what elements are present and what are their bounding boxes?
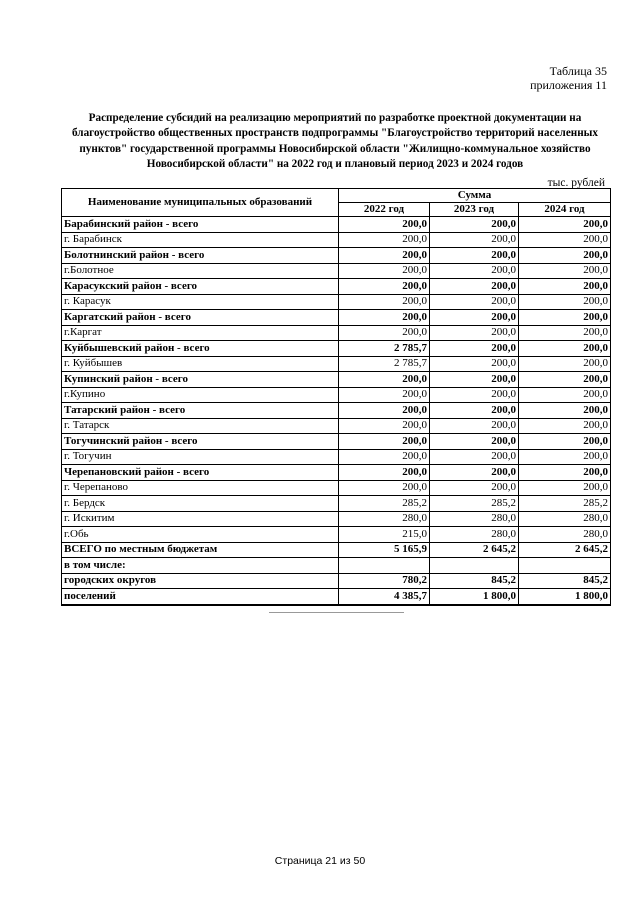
amount-cell: 2 645,2 [519,542,611,558]
amount-cell: 285,2 [430,496,519,512]
amount-cell: 280,0 [519,527,611,543]
table-row [62,263,611,279]
column-header-year: 2023 год [430,203,519,217]
amount-cell: 200,0 [519,263,611,279]
subsidy-table [61,188,611,606]
amount-cell: 200,0 [430,217,519,233]
table-reference [530,64,607,92]
table-row [62,558,611,574]
amount-cell: 200,0 [430,403,519,419]
table-row [62,573,611,589]
amount-cell: 2 785,7 [339,341,430,357]
amount-cell: 200,0 [339,294,430,310]
amount-cell: 200,0 [339,480,430,496]
page-number: Страница 21 из 50 [274,855,366,867]
amount-cell: 280,0 [430,527,519,543]
amount-cell: 200,0 [430,279,519,295]
table-row [62,527,611,543]
municipality-name: Тогучинский район - всего [62,434,339,450]
amount-cell: 200,0 [519,248,611,264]
amount-cell: 200,0 [430,480,519,496]
amount-cell: 200,0 [430,248,519,264]
amount-cell: 200,0 [519,480,611,496]
amount-cell: 200,0 [430,372,519,388]
amount-cell: 4 385,7 [339,589,430,605]
municipality-name: г. Бердск [62,496,339,512]
amount-cell: 200,0 [339,434,430,450]
municipality-name: г. Куйбышев [62,356,339,372]
amount-cell: 200,0 [519,449,611,465]
municipality-name: г.Каргат [62,325,339,341]
amount-cell: 200,0 [339,232,430,248]
amount-cell: 200,0 [519,232,611,248]
amount-cell: 200,0 [430,325,519,341]
amount-cell: 200,0 [430,449,519,465]
table-row [62,418,611,434]
amount-cell: 200,0 [339,372,430,388]
amount-cell [339,558,430,574]
table-label: Таблица 35 [549,64,607,78]
municipality-name: поселений [62,589,339,605]
amount-cell: 2 645,2 [430,542,519,558]
amount-cell: 2 785,7 [339,356,430,372]
municipality-name: Куйбышевский район - всего [62,341,339,357]
amount-cell: 200,0 [519,325,611,341]
amount-cell: 5 165,9 [339,542,430,558]
amount-cell: 200,0 [339,310,430,326]
municipality-name: г. Карасук [62,294,339,310]
table-row [62,294,611,310]
amount-cell: 280,0 [339,511,430,527]
table-row [62,372,611,388]
municipality-name: Барабинский район - всего [62,217,339,233]
municipality-name: Черепановский район - всего [62,465,339,481]
table-row [62,310,611,326]
amount-cell: 200,0 [339,325,430,341]
amount-cell: 200,0 [339,403,430,419]
table-row [62,403,611,419]
municipality-name: г.Болотное [62,263,339,279]
amount-cell: 200,0 [519,387,611,403]
municipality-name: г. Искитим [62,511,339,527]
amount-cell: 200,0 [519,217,611,233]
amount-cell: 200,0 [339,263,430,279]
amount-cell: 200,0 [519,356,611,372]
amount-cell: 200,0 [430,310,519,326]
table-row [62,356,611,372]
municipality-name: Каргатский район - всего [62,310,339,326]
amount-cell: 200,0 [339,387,430,403]
table-body [62,217,611,605]
amount-cell: 200,0 [519,465,611,481]
amount-cell: 845,2 [430,573,519,589]
amount-cell [519,558,611,574]
amount-cell: 200,0 [519,279,611,295]
table-row [62,496,611,512]
table-row [62,589,611,605]
amount-cell: 200,0 [339,217,430,233]
amount-cell: 780,2 [339,573,430,589]
municipality-name: г. Татарск [62,418,339,434]
amount-cell: 200,0 [430,465,519,481]
municipality-name: г.Обь [62,527,339,543]
amount-cell: 200,0 [430,418,519,434]
table-row [62,480,611,496]
amount-cell: 200,0 [519,341,611,357]
amount-cell: 200,0 [339,465,430,481]
municipality-name: ВСЕГО по местным бюджетам [62,542,339,558]
municipality-name: г. Черепаново [62,480,339,496]
amount-cell: 200,0 [430,232,519,248]
municipality-name: городских округов [62,573,339,589]
amount-cell: 200,0 [519,310,611,326]
amount-cell: 200,0 [339,248,430,264]
amount-cell [430,558,519,574]
table-row [62,434,611,450]
table-row [62,279,611,295]
table-row [62,449,611,465]
table-row [62,248,611,264]
amount-cell: 200,0 [430,341,519,357]
document-title: Распределение субсидий на реализацию мероприятий по разработке проектной документации на благоустройство общественных пространств подпрограммы "Благоустройство территорий населенных пунктов" государственной программы Новосибирской области "Жилищно-коммунальное хозяйство Новосибирской области" на 2022 год и плановый период 2023 и 2024 годов [71,112,599,171]
table-row [62,387,611,403]
municipality-name: Карасукский район - всего [62,279,339,295]
amount-cell: 200,0 [339,279,430,295]
table-row [62,325,611,341]
table-row [62,542,611,558]
amount-cell: 200,0 [519,372,611,388]
column-header-sum: Сумма [339,189,611,203]
table-row [62,217,611,233]
municipality-name: г. Тогучин [62,449,339,465]
amount-cell: 280,0 [430,511,519,527]
units-label: тыс. рублей [547,177,605,189]
amount-cell: 200,0 [519,434,611,450]
amount-cell: 200,0 [339,418,430,434]
table-row [62,511,611,527]
amount-cell: 200,0 [519,294,611,310]
table-row [62,341,611,357]
amount-cell: 215,0 [339,527,430,543]
amount-cell: 200,0 [430,387,519,403]
amount-cell: 200,0 [430,294,519,310]
amount-cell: 845,2 [519,573,611,589]
amount-cell: 200,0 [430,263,519,279]
amount-cell: 1 800,0 [519,589,611,605]
amount-cell: 200,0 [430,434,519,450]
column-header-name: Наименование муниципальных образований [62,189,339,217]
table-row [62,232,611,248]
municipality-name: Татарский район - всего [62,403,339,419]
column-header-year: 2024 год [519,203,611,217]
amount-cell: 285,2 [519,496,611,512]
municipality-name: г.Купино [62,387,339,403]
amount-cell: 1 800,0 [430,589,519,605]
table-row [62,465,611,481]
amount-cell: 200,0 [519,418,611,434]
municipality-name: Болотнинский район - всего [62,248,339,264]
amount-cell: 200,0 [519,403,611,419]
municipality-name: г. Барабинск [62,232,339,248]
column-header-year: 2022 год [339,203,430,217]
appendix-label: приложения 11 [530,78,607,92]
footnote-separator [269,612,404,613]
amount-cell: 285,2 [339,496,430,512]
municipality-name: Купинский район - всего [62,372,339,388]
municipality-name: в том числе: [62,558,339,574]
amount-cell: 200,0 [339,449,430,465]
amount-cell: 280,0 [519,511,611,527]
amount-cell: 200,0 [430,356,519,372]
